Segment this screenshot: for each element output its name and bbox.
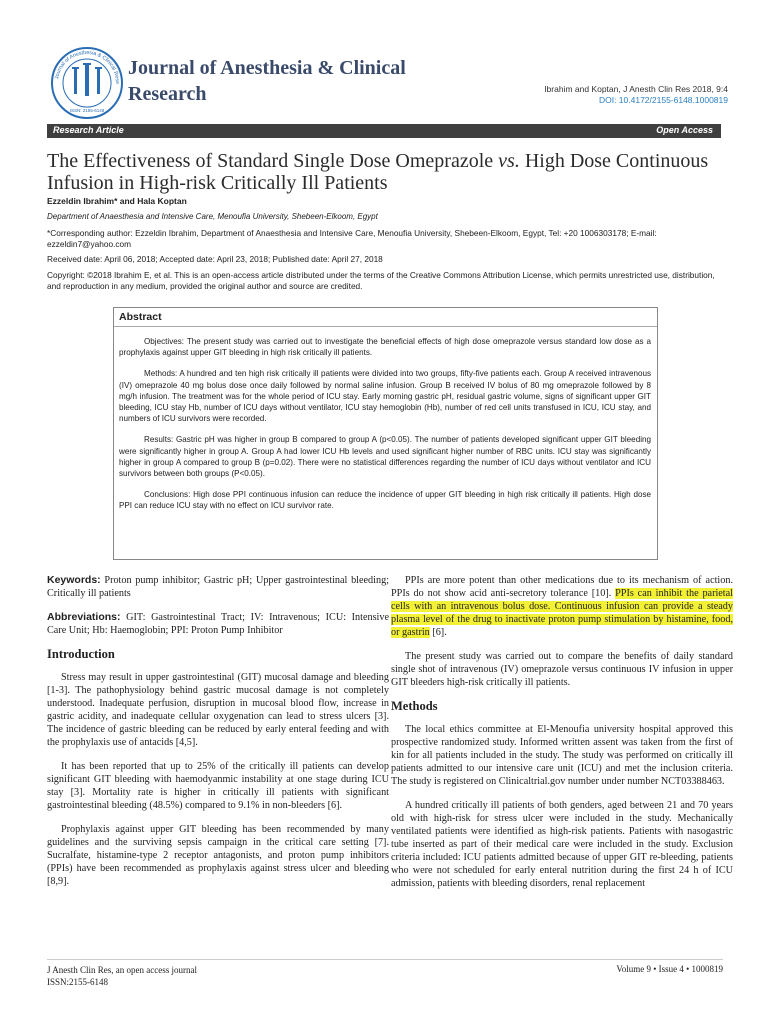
article-type-bar — [47, 124, 721, 138]
article-dates: Received date: April 06, 2018; Accepted date: April 23, 2018; Published date: April 27, 2018 — [47, 254, 383, 264]
right-column — [391, 574, 733, 901]
svg-text:Journal of Anesthesia & Clinic: Journal of Anesthesia & Clinical Rese — [54, 49, 121, 85]
abstract-heading: Abstract — [119, 311, 162, 323]
footer-divider — [47, 959, 723, 960]
abbreviations: Abbreviations: GIT: Gastrointestinal Tract; IV: Intravenous; ICU: Intensive Care Unit; Hb: Haemoglobin; PPI: Proton Pump Inhibitor — [47, 611, 389, 636]
svg-text:ISSN: 2155-6148: ISSN: 2155-6148 — [69, 108, 105, 113]
authors: Ezzeldin Ibrahim* and Hala Koptan — [47, 196, 187, 206]
affiliation: Department of Anaesthesia and Intensive Care, Menoufia University, Shebeen-Elkoom, Egypt — [47, 212, 378, 221]
keywords: Keywords: Proton pump inhibitor; Gastric pH; Upper gastrointestinal bleeding; Critically ill patients — [47, 574, 389, 599]
methods-heading: Methods — [391, 699, 438, 713]
journal-logo — [50, 46, 124, 120]
corresponding-author: *Corresponding author: Ezzeldin Ibrahim, Department of Anaesthesia and Intensive Care, Menoufia University, Shebeen-Elkoom, Egypt, Tel: +20 1006303178; E-mail: ezzeldin7@yahoo.com — [47, 228, 657, 249]
abstract-objectives: Objectives: The present study was carried out to investigate the beneficial effects of high dose omeprazole versus standard low dose as a prophylaxis against upper GIT bleeding in high risk critically ill patients. — [119, 337, 651, 358]
article-title: The Effectiveness of Standard Single Dose Omeprazole vs. High Dose Continuous Infusion in High-risk Critically Ill Patients — [47, 150, 709, 194]
footer-volume: Volume 9 • Issue 4 • 1000819 — [616, 964, 723, 974]
footer-journal: J Anesth Clin Res, an open access journal ISSN:2155-6148 — [47, 965, 197, 987]
abstract-results: Results: Gastric pH was higher in group B compared to group A (p<0.05). The number of patients developed significant upper GIT bleeding were significantly higher in group A. Group A had lower ICU Hb levels and used significant higher number of RBC units. ICU stay was significantly higher in group A compared to group B (p=0.02). There were no statistical differences regarding the number of ICU days without ventilator and ICU survivors between both groups (P<0.05). — [119, 435, 651, 479]
methods-paragraph: A hundred critically ill patients of both genders, aged between 21 and 70 years old with high-risk for stress ulcer were included in the study. Mechanically ventilated patients were identified as high-risk patients. Patients with nasogastric tube inserted as part of their medical care were included in the study. Exclusion criteria included: ICU patients admitted because of upper GIT re-bleeding, patients who were not scheduled for early enteral nutrition during the first 24 h of ICU admission, patients with bleeding disorders, renal replacement — [391, 800, 733, 889]
abstract-methods: Methods: A hundred and ten high risk critically ill patients were divided into two groups, fifty-five patients each. Group A received intravenous (IV) omeprazole 40 mg bolus dose once daily followed by normal saline infusion. Group B received IV bolus of 80 mg omeprazole followed by 8 mg/h infusion. The treatment was for the whole period of ICU stay. Early morning gastric pH, residual gastric volume, signs of significant upper GIT bleeding, ICU stay Hb, number of ICU days without ventilator, ICU stay hemoglobin (Hb), number of red cell units transfused in ICU, ICU stay, and numbers of ICU survivors were recorded. — [119, 369, 651, 424]
citation-block — [544, 84, 728, 106]
article-type: Research Article — [53, 125, 124, 135]
highlighted-text: PPIs can inhibit the parietal cells with an intravenous bolus dose. Continuous infusion can provide a steady plasma level of the drug to inactivate proton pump stimulation by histamine, food, or gastrin — [391, 588, 733, 638]
intro-paragraph: Stress may result in upper gastrointestinal (GIT) mucosal damage and bleeding [1-3]. The pathophysiology behind gastric mucosal damage is not completely understood. Inadequate perfusion, disruption in mucosal blood flow, increase in gastric acidity, and inadequate cellular oxygenation can lead to stress ulcers [3]. The incidence of gastric bleeding can be reduced by early enteral feeding and with the prophylaxis use of antacids [4,5]. — [47, 672, 389, 748]
intro-paragraph: It has been reported that up to 25% of the critically ill patients can develop significant GIT bleeding with haemodyanmic instability at one stage during ICU stay [3]. Mortality rate is higher in critically ill patients with significant gastrointestinal bleeding (48.5%) compared to 9.1% in non-bleeders [6]. — [47, 761, 389, 811]
doi-link[interactable]: DOI: 10.4172/2155-6148.1000819 — [598, 95, 728, 105]
open-access-label: Open Access — [656, 125, 713, 135]
introduction-heading: Introduction — [47, 647, 115, 661]
methods-paragraph: The local ethics committee at El-Menoufia university hospital approved this prospective randomized study. Informed written assent was taken from the first of kin for all patients included in the study. The study was performed on critically ill patients admitted to our intensive care unit (ICU) and met the inclusion criteria. The study is registered on Clinicaltrial.gov number under number NCT03388463. — [391, 724, 733, 787]
citation: Ibrahim and Koptan, J Anesth Clin Res 2018, 9:4 — [544, 84, 728, 94]
left-column — [47, 574, 389, 899]
ppi-paragraph: PPIs are more potent than other medications due to its mechanism of action. PPIs do not show acid anti-secretory tolerance [10]. PPIs can inhibit the parietal cells with an intravenous bolus dose. Continuous infusion can provide a steady plasma level of the drug to inactivate proton pump stimulation by histamine, food, or gastrin [6]. — [391, 575, 733, 638]
abstract-box — [113, 307, 658, 560]
abstract-conclusions: Conclusions: High dose PPI continuous infusion can reduce the incidence of upper GIT bleeding in high risk critically ill patients. High dose PPI can reduce ICU stay with no effect on ICU survivor rate. — [119, 490, 651, 511]
journal-title: Journal of Anesthesia & Clinical Research — [128, 57, 406, 105]
abstract-divider — [114, 326, 657, 327]
intro-paragraph: Prophylaxis against upper GIT bleeding has been recommended by many guidelines and the surviving sepsis campaign in the critical care setting [7]. Sucralfate, histamine-type 2 receptor antagonists, and proton pump inhibitors (PPIs) have been recommended as prophylaxis against stress ulcer and bleeding [8,9]. — [47, 824, 389, 887]
aim-paragraph: The present study was carried out to compare the benefits of daily standard single shot of intravenous (IV) omeprazole versus continuous IV infusion in upper GIT bleeders high-risk critically ill patients. — [391, 651, 733, 688]
abstract-body — [119, 336, 651, 522]
copyright: Copyright: ©2018 Ibrahim E, et al. This is an open-access article distributed under the terms of the Creative Commons Attribution License, which permits unrestricted use, distribution, and reproduction in any medium, provided the original author and source are credited. — [47, 270, 715, 291]
